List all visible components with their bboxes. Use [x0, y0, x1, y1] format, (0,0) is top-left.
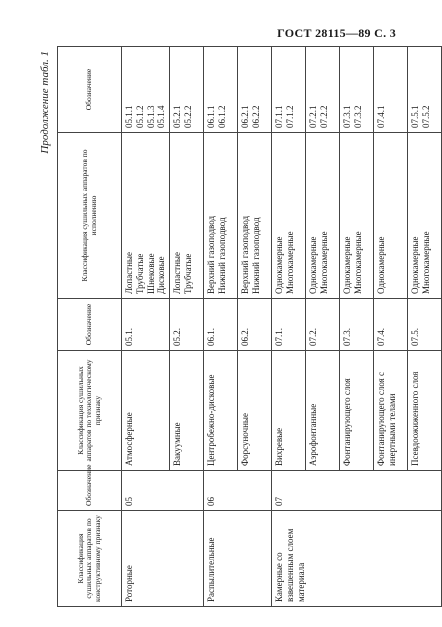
exec-class: Однокамерные Многокамерные	[340, 133, 374, 299]
exec-code: 07.4.1	[374, 47, 408, 133]
tech-code: 06.1.	[204, 299, 238, 351]
exec-class: Верхний газоподвод Нижний газоподвод	[204, 133, 238, 299]
table-header-row	[58, 47, 122, 607]
classification-table	[57, 46, 442, 607]
exec-class: Однокамерные Многокамерные	[272, 133, 306, 299]
tech-code: 07.5.	[408, 299, 442, 351]
table-row	[272, 47, 306, 607]
tech-class: Фонтанирующего слоя с инертными телами	[374, 351, 408, 471]
tech-class: Псевдоожиженного слоя	[408, 351, 442, 471]
tech-code: 07.2.	[306, 299, 340, 351]
tech-code: 05.2.	[170, 299, 204, 351]
tech-class: Фонтанирующего слоя	[340, 351, 374, 471]
group-name: Распылительные	[204, 511, 272, 607]
group-name: Роторные	[122, 511, 204, 607]
tech-class: Вакуумные	[170, 351, 204, 471]
tech-class: Форсуночные	[238, 351, 272, 471]
tech-code: 07.4.	[374, 299, 408, 351]
tech-class: Вихревые	[272, 351, 306, 471]
col-header-construct: Классификация сушильных аппаратов по конструктивному признаку	[58, 511, 122, 607]
page-header: ГОСТ 28115—89 С. 3	[277, 26, 396, 40]
exec-class: Однокамерные	[374, 133, 408, 299]
exec-code: 07.5.1 07.5.2	[408, 47, 442, 133]
group-code: 06	[204, 471, 272, 511]
table-row	[204, 47, 238, 607]
exec-class: Лопастные Трубчатые	[170, 133, 204, 299]
exec-code: 07.3.1 07.3.2	[340, 47, 374, 133]
col-header-exec: Классификация сушильных аппаратов по исполнению	[58, 133, 122, 299]
col-header-code-3: Обозначение	[58, 47, 122, 133]
exec-code: 05.1.1 05.1.2 05.1.3 05.1.4	[122, 47, 170, 133]
exec-code: 07.1.1 07.1.2	[272, 47, 306, 133]
tech-class: Аэрофонтанные	[306, 351, 340, 471]
rotated-table-area	[37, 47, 431, 607]
tech-code: 06.2.	[238, 299, 272, 351]
group-name: Камерные со взвешенным слоем материала	[272, 511, 442, 607]
exec-code: 05.2.1 05.2.2	[170, 47, 204, 133]
exec-code: 07.2.1 07.2.2	[306, 47, 340, 133]
exec-code: 06.2.1 06.2.2	[238, 47, 272, 133]
exec-class: Однокамерные Многокамерные	[408, 133, 442, 299]
tech-code: 07.3.	[340, 299, 374, 351]
exec-class: Лопастные Трубчатые Шнековые Дисковые	[122, 133, 170, 299]
exec-class: Верхний газоподвод Нижний газоподвод	[238, 133, 272, 299]
exec-code: 06.1.1 06.1.2	[204, 47, 238, 133]
tech-class: Центробежно-дисковые	[204, 351, 238, 471]
group-code: 07	[272, 471, 442, 511]
continuation-label: Продолжение табл. 1	[39, 51, 51, 154]
tech-code: 05.1.	[122, 299, 170, 351]
group-code: 05	[122, 471, 204, 511]
tech-class: Атмосферные	[122, 351, 170, 471]
col-header-code-1: Обозначение	[58, 471, 122, 511]
exec-class: Однокамерные Многокамерные	[306, 133, 340, 299]
table-row	[122, 47, 170, 607]
col-header-tech: Классификация сушильных аппаратов по технологическому признаку	[58, 351, 122, 471]
col-header-code-2: Обозначение	[58, 299, 122, 351]
tech-code: 07.1.	[272, 299, 306, 351]
